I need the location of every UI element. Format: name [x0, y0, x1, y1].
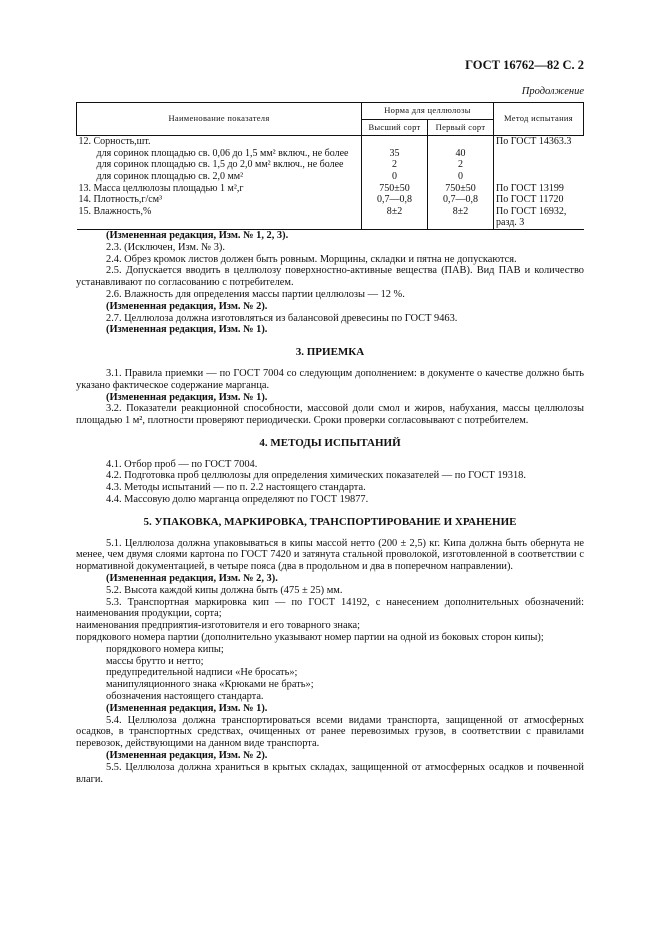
- paragraph: 2.7. Целлюлоза должна изготовляться из балансовой древесины по ГОСТ 9463.: [106, 312, 458, 324]
- cell-first: 750±50: [428, 183, 494, 195]
- paragraph: 4.2. Подготовка проб целлюлозы для определения химических показателей — по ГОСТ 19318.: [106, 470, 526, 482]
- cell-high: 2: [362, 159, 428, 171]
- amendment-note: (Измененная редакция, Изм. № 2, 3).: [106, 573, 278, 585]
- amendment-note: (Измененная редакция, Изм. № 2).: [106, 750, 268, 762]
- paragraph: 4.3. Методы испытаний — по п. 2.2 настоящего стандарта.: [106, 482, 366, 494]
- paragraph: 3.1. Правила приемки — по ГОСТ 7004 со следующим дополнением: в документе о качестве должно быть указано фактическое содержание марганца.: [76, 367, 584, 391]
- col-header-method: Метод испытания: [494, 103, 584, 136]
- section-heading: 3. ПРИЕМКА: [295, 346, 365, 359]
- cell-high: [362, 136, 428, 148]
- cell-name: для соринок площадью св. 0,06 до 1,5 мм² включ., не более: [96, 147, 349, 159]
- cell-method: По ГОСТ 11720: [494, 194, 584, 206]
- paragraph: наименования предприятия-изготовителя и его товарного знака;: [76, 620, 360, 632]
- cell-first: 0,7—0,8: [428, 194, 494, 206]
- page-header: ГОСТ 16762—82 С. 2: [465, 58, 584, 72]
- amendment-note: (Измененная редакция, Изм. № 1).: [106, 391, 268, 403]
- cell-high: 8±2: [362, 206, 428, 230]
- continuation-label: Продолжение: [521, 86, 584, 97]
- table-row: [77, 136, 584, 148]
- table-row: [77, 148, 584, 160]
- paragraph: 2.3. (Исключен, Изм. № 3).: [106, 241, 225, 253]
- paragraph: массы брутто и нетто;: [106, 655, 204, 667]
- cell-name: 13. Масса целлюлозы площадью 1 м²,г: [78, 182, 244, 194]
- paragraph: 5.3. Транспортная маркировка кип — по ГОСТ 14192, с нанесением дополнительных обозначений: наименования продукции, сорта;: [76, 596, 584, 620]
- norm-table: [76, 102, 584, 230]
- cell-name: для соринок площадью св. 1,5 до 2,0 мм² включ., не более: [96, 159, 344, 171]
- cell-method: По ГОСТ 13199: [494, 183, 584, 195]
- cell-name: 12. Сорность,шт.: [77, 136, 362, 148]
- cell-method: По ГОСТ 16932, разд. 3: [494, 206, 584, 230]
- col-header-first: Первый сорт: [428, 119, 494, 136]
- col-header-name: Наименование показателя: [77, 103, 362, 136]
- amendment-note: (Измененная редакция, Изм. № 1).: [106, 702, 268, 714]
- cell-method: [494, 171, 584, 183]
- amendment-note: (Измененная редакция, Изм. № 1).: [106, 324, 268, 336]
- paragraph: порядкового номера кипы;: [106, 643, 224, 655]
- cell-method: [494, 159, 584, 171]
- cell-first: 2: [428, 159, 494, 171]
- paragraph: 5.4. Целлюлоза должна транспортироваться всеми видами транспорта, защищенной от атмосферных осадков, в транспортных средствах, очищенных от ранее перевозимых грузов, в соответствии с правилами перевозок, действующими на данном виде транспорта.: [76, 714, 584, 750]
- paragraph: 4.4. Массовую долю марганца определяют по ГОСТ 19877.: [106, 494, 369, 506]
- paragraph: обозначения настоящего стандарта.: [106, 691, 264, 703]
- paragraph: манипуляционного знака «Крюками не брать»;: [106, 679, 314, 691]
- paragraph: 2.5. Допускается вводить в целлюлозу поверхностно-активные вещества (ПАВ). Вид ПАВ и количество устанавливают по согласованию с потребителем.: [76, 265, 584, 289]
- paragraph: 5.2. Высота каждой кипы должна быть (475 ± 25) мм.: [106, 584, 343, 596]
- table-row: [77, 159, 584, 171]
- cell-high: 0,7—0,8: [362, 194, 428, 206]
- paragraph: предупредительной надписи «Не бросать»;: [106, 667, 298, 679]
- table-row: [77, 194, 584, 206]
- document-body: [76, 230, 584, 785]
- cell-high: 750±50: [362, 183, 428, 195]
- document-page: [76, 58, 584, 785]
- cell-first: 0: [428, 171, 494, 183]
- amendment-note: (Измененная редакция, Изм. № 2).: [106, 300, 268, 312]
- amendment-note: (Измененная редакция, Изм. № 1, 2, 3).: [106, 229, 289, 241]
- table-row: [77, 206, 584, 230]
- table-body: [77, 136, 584, 230]
- col-header-norm: Норма для целлюлозы: [362, 103, 494, 120]
- cell-method: [494, 148, 584, 160]
- paragraph: 4.1. Отбор проб — по ГОСТ 7004.: [106, 458, 258, 470]
- cell-first: 8±2: [428, 206, 494, 230]
- cell-high: 35: [362, 148, 428, 160]
- paragraph: 5.5. Целлюлоза должна храниться в крытых складах, защищенной от атмосферных осадков и почвенной влаги.: [76, 761, 584, 785]
- cell-high: 0: [362, 171, 428, 183]
- table-row: [77, 171, 584, 183]
- section-heading: 4. МЕТОДЫ ИСПЫТАНИЙ: [259, 436, 401, 449]
- cell-name: 14. Плотность,г/см³: [78, 194, 163, 206]
- cell-first: 40: [428, 148, 494, 160]
- cell-name: 15. Влажность,%: [77, 206, 362, 230]
- paragraph: 3.2. Показатели реакционной способности, массовой доли смол и жиров, набухания, массы целлюлозы площадью 1 м², плотности проверяют периодически. Сроки проверки согласовывают с потребителем.: [76, 403, 584, 427]
- col-header-high: Высший сорт: [362, 119, 428, 136]
- cell-method: По ГОСТ 14363.3: [494, 136, 584, 148]
- section-heading: 5. УПАКОВКА, МАРКИРОВКА, ТРАНСПОРТИРОВАНИЕ И ХРАНЕНИЕ: [143, 515, 517, 528]
- table-row: [77, 183, 584, 195]
- cell-first: [428, 136, 494, 148]
- paragraph: порядкового номера партии (дополнительно указывают номер партии на одной из боковых сторон кипы);: [76, 632, 544, 644]
- cell-name: для соринок площадью св. 2,0 мм²: [96, 170, 244, 182]
- paragraph: 2.4. Обрез кромок листов должен быть ровным. Морщины, складки и пятна не допускаются.: [106, 253, 517, 265]
- paragraph: 2.6. Влажность для определения массы партии целлюлозы — 12 %.: [106, 288, 405, 300]
- paragraph: 5.1. Целлюлоза должна упаковываться в кипы массой нетто (200 ± 2,5) кг. Кипа должна быть обернута не менее, чем двумя слоями картона по ГОСТ 7420 и затянута стальной проволокой, изготовленной в соответствии с нормативной документацией, в четыре пояса (два в продольном и два в поперечном направлении).: [76, 537, 584, 573]
